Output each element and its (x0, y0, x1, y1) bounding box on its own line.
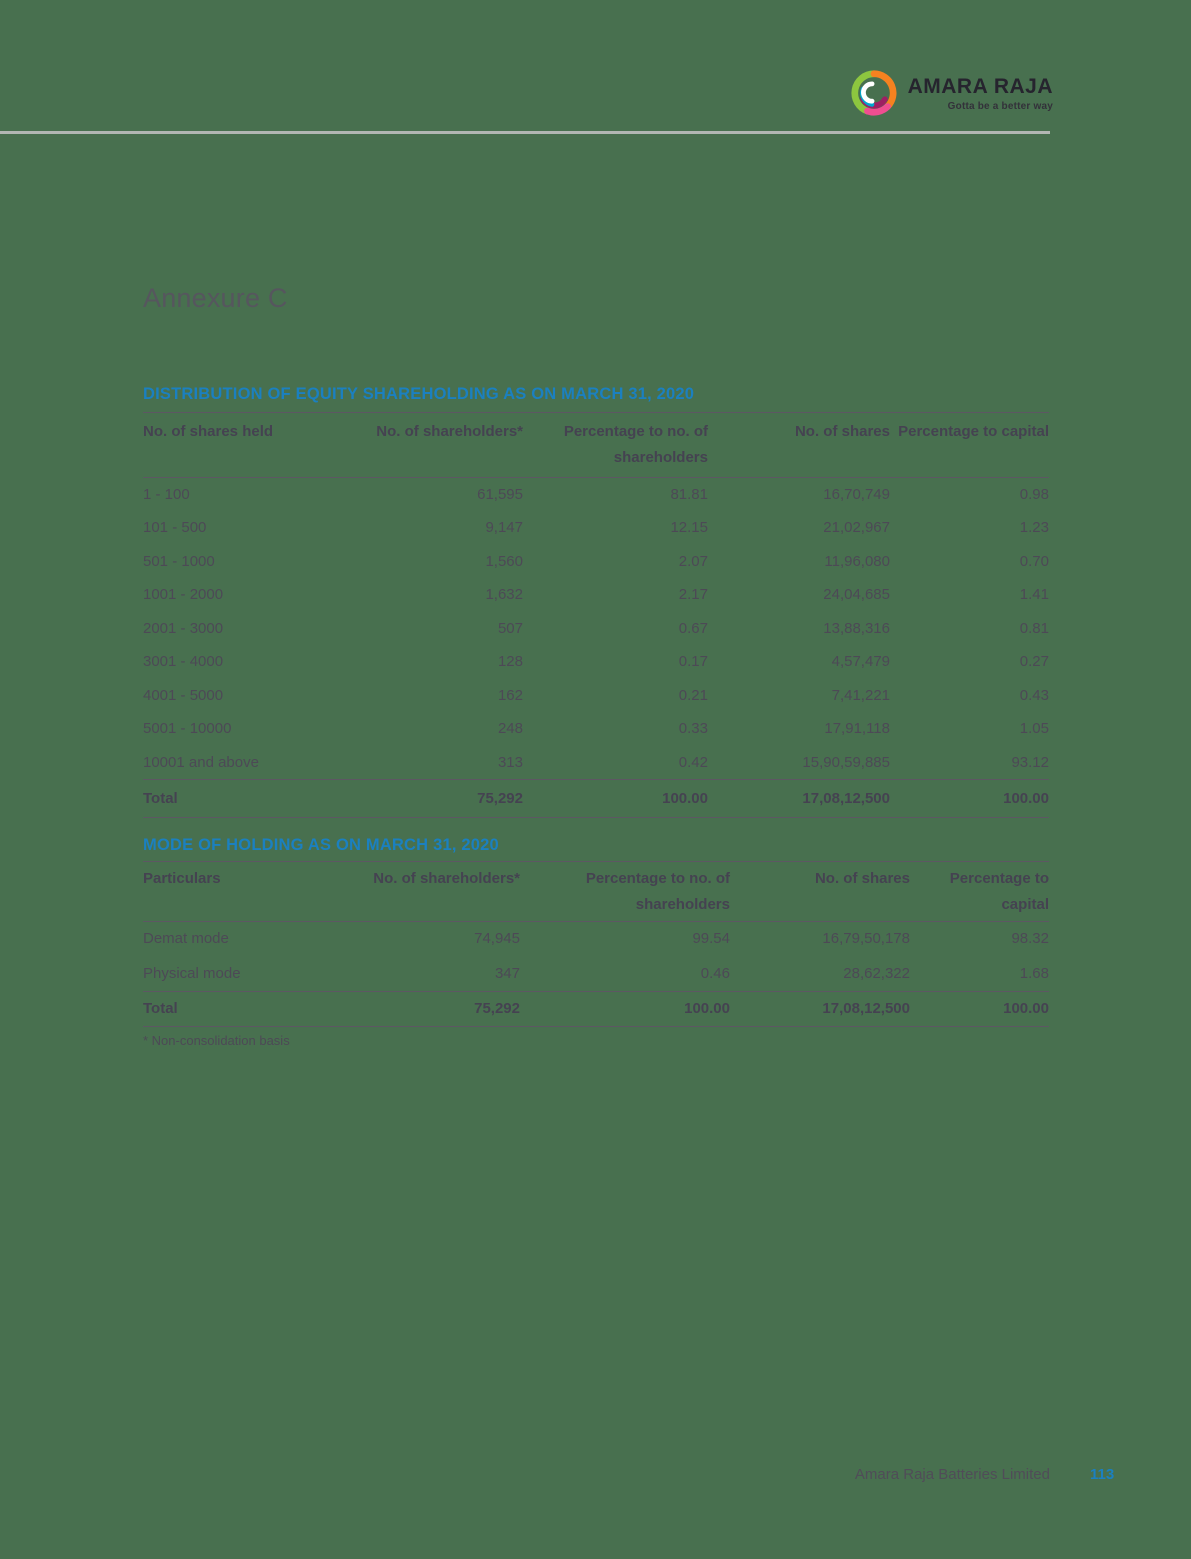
cell: 1.41 (1019, 586, 1049, 604)
cell: 347 (494, 964, 520, 982)
column-header: No. of shares (814, 869, 910, 887)
cell: 12.15 (670, 519, 708, 537)
cell: 0.43 (1019, 686, 1049, 704)
cell: 9,147 (485, 519, 523, 537)
column-header: No. of shares held (143, 423, 274, 440)
cell: 61,595 (477, 486, 523, 503)
cell: 0.21 (678, 686, 708, 704)
table-row (143, 511, 1049, 545)
cell: 0.70 (1019, 552, 1049, 570)
equity-table-header (143, 413, 1049, 478)
table-row (143, 956, 1049, 991)
cell: 1.05 (1019, 720, 1049, 738)
cell: 0.33 (678, 720, 708, 738)
cell: 11,96,080 (824, 552, 890, 570)
column-header: No. of shareholders* (376, 423, 523, 440)
cell: 28,62,322 (843, 964, 910, 982)
table-row (143, 578, 1049, 612)
mode-table-body (143, 921, 1049, 991)
page-content (143, 384, 1049, 1048)
cell: 2.17 (678, 586, 708, 604)
total-cell: 100.00 (520, 991, 730, 1026)
cell: 0.27 (1019, 653, 1049, 671)
equity-distribution-table (143, 412, 1049, 818)
mode-table-header (143, 861, 1049, 921)
cell: 81.81 (670, 486, 708, 503)
cell: 162 (497, 686, 523, 704)
total-cell: 17,08,12,500 (730, 991, 910, 1026)
total-cell: 17,08,12,500 (708, 779, 890, 817)
cell: 93.12 (1011, 753, 1049, 771)
cell: 1,632 (485, 586, 523, 604)
mode-of-holding-heading: MODE OF HOLDING AS ON MARCH 31, 2020 (143, 835, 499, 854)
cell: 101 - 500 (143, 519, 207, 537)
cell: 3001 - 4000 (143, 653, 224, 671)
header-row (143, 861, 1049, 921)
mode-table-total (143, 991, 1049, 1026)
cell: 98.32 (1011, 930, 1049, 948)
column-header: Particulars (143, 869, 221, 887)
cell: 501 - 1000 (143, 552, 215, 570)
footer-company-name: Amara Raja Batteries Limited (854, 1466, 1050, 1483)
cell: 507 (497, 619, 523, 637)
cell: 0.46 (700, 964, 730, 982)
page-title: Annexure C (143, 283, 288, 313)
total-cell: 100.00 (890, 779, 1049, 817)
cell: 0.17 (678, 653, 708, 671)
cell: 1001 - 2000 (143, 586, 224, 604)
cell: 0.67 (678, 619, 708, 637)
table-row (143, 921, 1049, 956)
total-cell: Total (143, 991, 353, 1026)
table-row (143, 679, 1049, 713)
cell: Physical mode (143, 964, 241, 982)
cell: 24,04,685 (823, 586, 890, 604)
company-logo (849, 68, 1053, 118)
cell: 74,945 (474, 930, 520, 948)
cell: 16,70,749 (823, 486, 890, 503)
equity-table-total (143, 779, 1049, 817)
table-row (143, 478, 1049, 512)
cell: 17,91,118 (824, 720, 890, 738)
cell: 313 (497, 753, 523, 771)
cell: 15,90,59,885 (802, 753, 890, 771)
column-header: Percentage to no. of shareholders (585, 869, 730, 913)
cell: 248 (497, 720, 523, 738)
non-consolidation-footnote: * Non-consolidation basis (143, 1032, 290, 1048)
cell: 1,560 (485, 552, 523, 570)
table-row (143, 746, 1049, 780)
cell: 0.81 (1019, 619, 1049, 637)
page-footer (0, 1466, 1191, 1488)
cell: 99.54 (692, 930, 730, 948)
total-cell: Total (143, 779, 353, 817)
table-row (143, 645, 1049, 679)
total-cell: 75,292 (353, 991, 520, 1026)
amara-raja-swirl-icon (849, 68, 899, 118)
cell: 1.68 (1019, 964, 1049, 982)
header-row (143, 413, 1049, 478)
header-divider (0, 131, 1050, 134)
mode-of-holding-table (143, 861, 1049, 1027)
table-row (143, 712, 1049, 746)
cell: 16,79,50,178 (822, 930, 910, 948)
column-header: No. of shares (794, 423, 890, 440)
total-cell: 100.00 (910, 991, 1049, 1026)
cell: 1.23 (1019, 519, 1049, 537)
column-header: No. of shareholders* (373, 869, 520, 887)
footer-page-number: 113 (1090, 1466, 1115, 1483)
cell: 0.98 (1019, 486, 1049, 503)
table-row (143, 545, 1049, 579)
column-header: Percentage to capital (898, 423, 1049, 440)
cell: 10001 and above (143, 753, 259, 771)
total-row (143, 779, 1049, 817)
column-header: Percentage to capital (949, 869, 1049, 913)
table-row (143, 612, 1049, 646)
cell: 4,57,479 (831, 653, 890, 671)
logo-tagline: Gotta be a better way (947, 100, 1053, 112)
equity-table-body (143, 478, 1049, 780)
cell: Demat mode (143, 930, 229, 948)
equity-distribution-heading: DISTRIBUTION OF EQUITY SHAREHOLDING AS ON MARCH 31, 2020 (143, 385, 695, 403)
total-row (143, 991, 1049, 1026)
cell: 128 (497, 653, 523, 671)
cell: 21,02,967 (823, 519, 890, 537)
cell: 2.07 (678, 552, 708, 570)
cell: 5001 - 10000 (143, 720, 232, 738)
cell: 2001 - 3000 (143, 619, 224, 637)
cell: 4001 - 5000 (143, 686, 224, 704)
cell: 0.42 (678, 753, 708, 771)
logo-text (908, 75, 1053, 112)
total-cell: 75,292 (353, 779, 523, 817)
cell: 7,41,221 (831, 686, 890, 704)
cell: 1 - 100 (143, 486, 190, 503)
logo-company-name: AMARA RAJA (907, 74, 1053, 98)
cell: 13,88,316 (823, 619, 890, 637)
column-header: Percentage to no. of shareholders (563, 423, 708, 466)
total-cell: 100.00 (523, 779, 708, 817)
